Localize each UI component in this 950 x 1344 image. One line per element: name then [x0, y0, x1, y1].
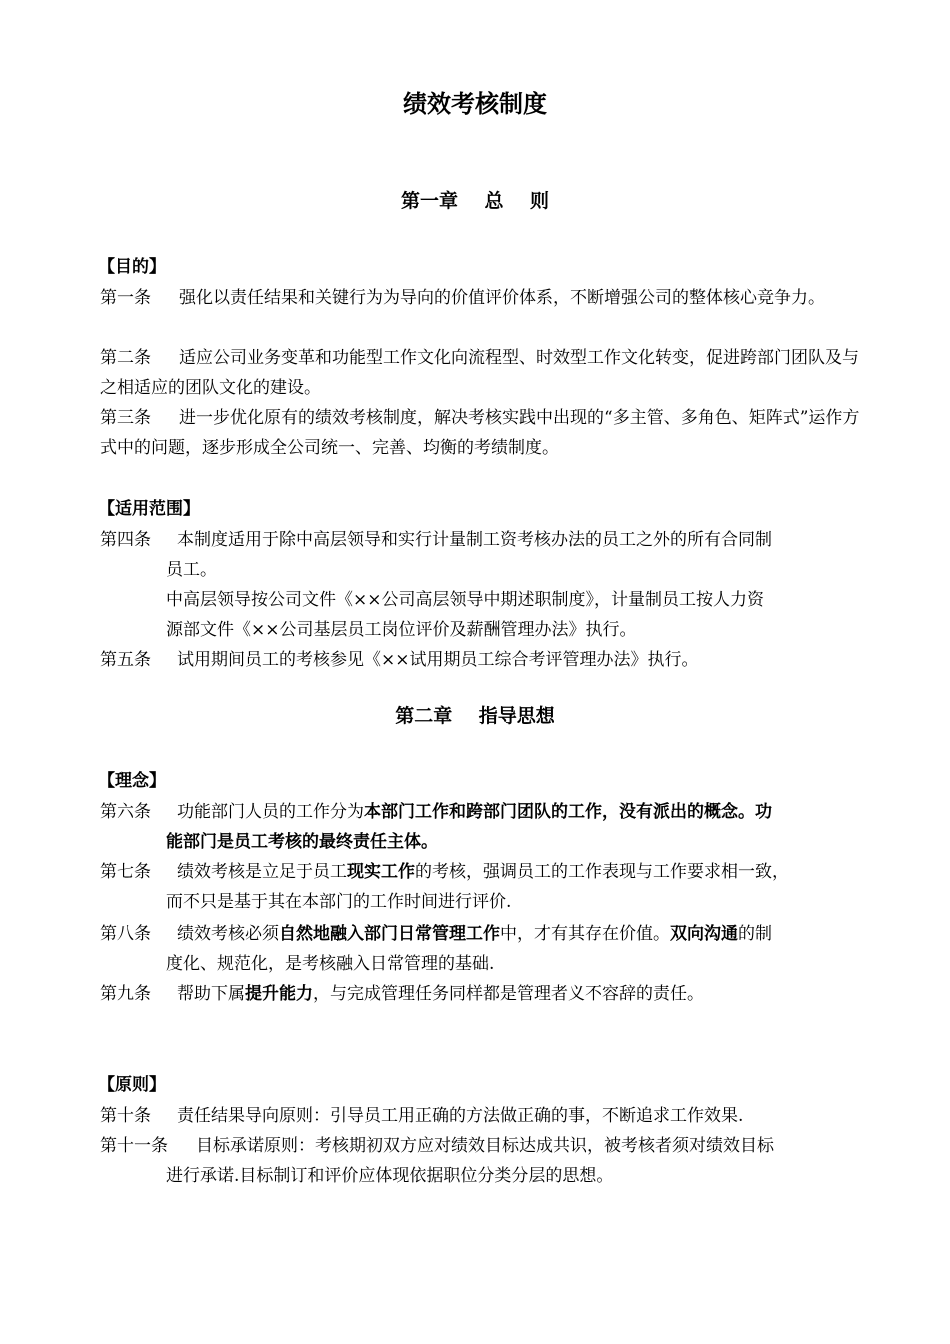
section-purpose-heading: 【目的】 — [98, 257, 166, 277]
article-11-line2: 进行承诺.目标制订和评价应体现依据职位分类分层的思想。 — [166, 1166, 614, 1186]
article-8-text-bold1: 自然地融入部门日常管理工作 — [279, 924, 500, 944]
article-7-number: 第七条 — [100, 862, 151, 882]
document-title: 绩效考核制度 — [403, 90, 547, 118]
article-5-text: 试用期间员工的考核参见《××试用期员工综合考评管理办法》执行。 — [177, 650, 699, 670]
article-7 — [100, 857, 860, 887]
article-6 — [100, 797, 860, 827]
chapter-2-heading: 第二章 指导思想 — [395, 705, 555, 727]
article-8 — [100, 919, 860, 949]
article-11 — [100, 1131, 860, 1161]
article-3-number: 第三条 — [100, 408, 151, 428]
article-6-number: 第六条 — [100, 802, 151, 822]
section-principle-heading: 【原则】 — [98, 1075, 166, 1095]
article-2 — [100, 343, 860, 403]
article-9-number: 第九条 — [100, 984, 151, 1004]
article-10 — [100, 1101, 860, 1131]
article-1-number: 第一条 — [100, 288, 151, 308]
article-7-text-pre: 绩效考核是立足于员工 — [177, 862, 347, 882]
article-11-number: 第十一条 — [100, 1136, 168, 1156]
article-2-text: 适应公司业务变革和功能型工作文化向流程型、时效型工作文化转变，促进跨部门团队及与之相适应的团队文化的建设。 — [100, 348, 859, 398]
article-8-text-bold2: 双向沟通 — [670, 924, 738, 944]
article-8-line2: 度化、规范化，是考核融入日常管理的基础. — [166, 954, 495, 974]
article-2-number: 第二条 — [100, 348, 151, 368]
article-3 — [100, 403, 860, 463]
article-4-line3: 中高层领导按公司文件《××公司高层领导中期述职制度》，计量制员工按人力资 — [166, 590, 764, 610]
article-11-text-line1: 目标承诺原则：考核期初双方应对绩效目标达成共识，被考核者须对绩效目标 — [196, 1136, 774, 1156]
section-concept-heading: 【理念】 — [98, 771, 166, 791]
article-5 — [100, 645, 860, 675]
article-7-text-post: 的考核，强调员工的工作表现与工作要求相一致， — [415, 862, 789, 882]
article-9-text-post: ，与完成管理任务同样都是管理者义不容辞的责任。 — [313, 984, 704, 1004]
article-9 — [100, 979, 860, 1009]
article-6-text-pre: 功能部门人员的工作分为 — [177, 802, 364, 822]
article-4-line2: 员工。 — [166, 560, 217, 580]
article-5-number: 第五条 — [100, 650, 151, 670]
article-4-number: 第四条 — [100, 530, 151, 550]
article-4 — [100, 525, 860, 555]
article-9-text-bold: 提升能力 — [245, 984, 313, 1004]
article-4-line4: 源部文件《××公司基层员工岗位评价及薪酬管理办法》执行。 — [166, 620, 637, 640]
article-10-number: 第十条 — [100, 1106, 151, 1126]
article-8-text-pre: 绩效考核必须 — [177, 924, 279, 944]
article-10-text: 责任结果导向原则：引导员工用正确的方法做正确的事，不断追求工作效果. — [177, 1106, 744, 1126]
article-8-number: 第八条 — [100, 924, 151, 944]
article-4-text-line1: 本制度适用于除中高层领导和实行计量制工资考核办法的员工之外的所有合同制 — [177, 530, 772, 550]
article-6-text-bold: 本部门工作和跨部门团队的工作，没有派出的概念。功 — [364, 802, 772, 822]
chapter-1-heading: 第一章 总 则 — [401, 190, 549, 212]
article-9-text-pre: 帮助下属 — [177, 984, 245, 1004]
article-3-text: 进一步优化原有的绩效考核制度，解决考核实践中出现的“多主管、多角色、矩阵式”运作方式中的问题，逐步形成全公司统一、完善、均衡的考绩制度。 — [100, 408, 860, 458]
article-1 — [100, 283, 860, 313]
article-8-text-post: 的制 — [738, 924, 772, 944]
article-6-line2: 能部门是员工考核的最终责任主体。 — [166, 832, 438, 852]
article-7-text-bold: 现实工作 — [347, 862, 415, 882]
article-7-line2: 而不只是基于其在本部门的工作时间进行评价. — [166, 892, 512, 912]
article-1-text: 强化以责任结果和关键行为为导向的价值评价体系，不断增强公司的整体核心竞争力。 — [179, 288, 825, 308]
article-8-text-mid: 中，才有其存在价值。 — [500, 924, 670, 944]
section-scope-heading: 【适用范围】 — [98, 499, 200, 519]
